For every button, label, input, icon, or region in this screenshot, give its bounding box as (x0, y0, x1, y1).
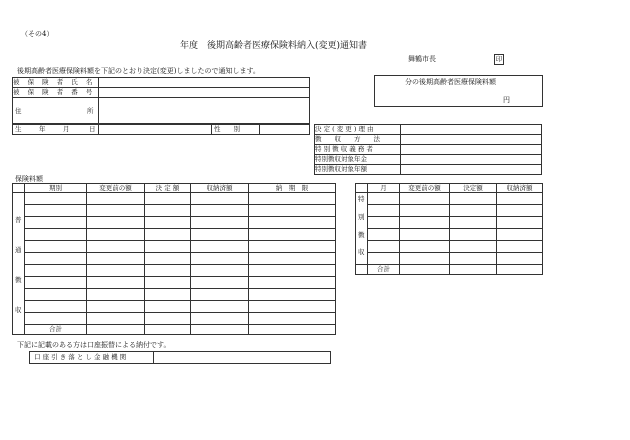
table-cell (450, 265, 497, 275)
address-label-2: 所 (87, 107, 94, 115)
form-number: （その4） (21, 30, 54, 38)
intro-text: 後期高齢者医療保険料額を下記のとおり決定(変更)しましたので通知します。 (17, 67, 260, 75)
ord-side-char-1: 普 (15, 216, 22, 224)
sp-side-char-1: 特 (358, 195, 365, 203)
pension-type-label: 特別徴収対象年金 (315, 155, 401, 165)
birth-label-month: 月 (63, 125, 70, 133)
table-cell (249, 265, 336, 277)
table-cell (450, 229, 497, 241)
table-cell (145, 277, 191, 289)
table-cell (191, 193, 249, 205)
sp-header-month: 月 (368, 184, 400, 193)
ord-side-header (13, 184, 25, 193)
premium-amount-label: 分の後期高齢者医療保険料額 (405, 78, 496, 86)
table-cell (87, 229, 145, 241)
table-cell (145, 229, 191, 241)
ordinary-collection-table (12, 183, 336, 335)
table-cell (191, 289, 249, 301)
premium-amount-box (374, 75, 543, 107)
decision-table (314, 124, 542, 175)
table-cell (25, 217, 87, 229)
table-cell (368, 217, 400, 229)
table-cell (249, 241, 336, 253)
table-cell (145, 217, 191, 229)
sp-side-char-3: 徴 (358, 231, 365, 239)
ord-side-char-2: 通 (15, 246, 22, 254)
table-cell (191, 253, 249, 265)
table-cell (249, 277, 336, 289)
bank-label: 口 座 引 き 落 と し 金 融 機 関 (30, 352, 154, 364)
pension-amount-field (401, 165, 542, 175)
sp-total-label: 合計 (368, 265, 400, 275)
table-cell (87, 277, 145, 289)
table-cell (25, 289, 87, 301)
table-cell (191, 325, 249, 335)
insured-table (12, 77, 310, 124)
table-cell (497, 265, 543, 275)
sp-header-before: 変更前の額 (400, 184, 450, 193)
table-cell (450, 217, 497, 229)
table-cell (368, 253, 400, 265)
table-cell (249, 313, 336, 325)
table-cell (25, 205, 87, 217)
table-cell (450, 253, 497, 265)
birth-label-year: 年 (39, 125, 46, 133)
collection-method-field (401, 135, 542, 145)
table-cell (87, 289, 145, 301)
table-cell (145, 253, 191, 265)
table-cell (191, 241, 249, 253)
ord-header-paid: 収納済額 (191, 184, 249, 193)
birth-sex-table (12, 124, 310, 135)
special-collection-table (355, 183, 543, 275)
sp-side-header (356, 184, 368, 193)
ord-header-due: 納 期 限 (249, 184, 336, 193)
table-cell (249, 253, 336, 265)
table-cell (145, 193, 191, 205)
table-cell (25, 193, 87, 205)
table-cell (368, 193, 400, 205)
table-cell (249, 289, 336, 301)
insured-number-field (99, 88, 310, 98)
bank-field (154, 352, 331, 364)
table-cell (249, 205, 336, 217)
table-cell (25, 277, 87, 289)
table-cell (249, 325, 336, 335)
table-cell (25, 265, 87, 277)
table-cell (87, 193, 145, 205)
table-cell (249, 193, 336, 205)
table-cell (400, 205, 450, 217)
table-cell (191, 229, 249, 241)
table-cell (368, 229, 400, 241)
table-cell (145, 289, 191, 301)
table-cell (400, 193, 450, 205)
birth-label-sei: 生 (15, 125, 22, 133)
table-cell (497, 205, 543, 217)
table-cell (400, 253, 450, 265)
table-cell (249, 229, 336, 241)
collection-method-label: 徴 収 方 法 (315, 135, 401, 145)
table-cell (25, 229, 87, 241)
special-collector-label: 特 別 徴 収 義 務 者 (315, 145, 401, 155)
table-cell (400, 217, 450, 229)
table-cell (368, 205, 400, 217)
table-cell (87, 301, 145, 313)
table-cell (191, 205, 249, 217)
table-cell (145, 301, 191, 313)
sp-header-paid: 収納済額 (497, 184, 543, 193)
table-cell (145, 265, 191, 277)
table-cell (191, 217, 249, 229)
insured-name-field (99, 78, 310, 88)
table-cell (25, 253, 87, 265)
bank-table (29, 351, 331, 364)
table-cell (450, 205, 497, 217)
sex-field (260, 125, 310, 135)
address-field (99, 98, 310, 124)
sp-side-char-2: 別 (358, 213, 365, 221)
bank-transfer-note: 下記に記載のある方は口座振替による納付です。 (17, 341, 171, 349)
table-cell (191, 277, 249, 289)
table-cell (87, 205, 145, 217)
ord-header-decided: 決 定 額 (145, 184, 191, 193)
ord-total-label: 合計 (25, 325, 87, 335)
table-cell (497, 193, 543, 205)
special-collector-field (401, 145, 542, 155)
table-cell (25, 301, 87, 313)
table-cell (87, 241, 145, 253)
table-cell (249, 217, 336, 229)
table-cell (145, 313, 191, 325)
table-cell (497, 241, 543, 253)
insured-name-label: 被 保 険 者 氏 名 (13, 78, 99, 88)
table-cell (87, 217, 145, 229)
mayor-label: 舞鶴市長 (408, 55, 436, 63)
sp-side-label (356, 193, 368, 265)
decision-reason-field (401, 125, 542, 135)
ord-side-char-3: 徴 (15, 276, 22, 284)
address-label-1: 住 (15, 107, 22, 115)
birth-date-label (13, 125, 99, 135)
insured-number-label: 被 保 険 者 番 号 (13, 88, 99, 98)
table-cell (191, 313, 249, 325)
sp-side-char-4: 収 (358, 248, 365, 256)
table-cell (497, 253, 543, 265)
birth-date-field (99, 125, 212, 135)
table-cell (497, 229, 543, 241)
ord-side-char-4: 収 (15, 306, 22, 314)
table-cell (145, 205, 191, 217)
birth-label-day: 日 (89, 125, 96, 133)
table-cell (400, 265, 450, 275)
table-cell (87, 253, 145, 265)
pension-type-field (401, 155, 542, 165)
table-cell (450, 193, 497, 205)
document-title: 年度 後期高齢者医療保険料納入(変更)通知書 (180, 41, 368, 51)
table-cell (450, 241, 497, 253)
table-cell (191, 301, 249, 313)
table-cell (249, 301, 336, 313)
table-cell (87, 265, 145, 277)
ord-side-label (13, 193, 25, 335)
table-cell (356, 265, 368, 275)
table-cell (145, 241, 191, 253)
table-cell (87, 325, 145, 335)
table-cell (25, 241, 87, 253)
premium-amount-unit: 円 (503, 96, 510, 104)
pension-amount-label: 特別徴収対象年額 (315, 165, 401, 175)
ord-header-before: 変更前の額 (87, 184, 145, 193)
table-cell (145, 325, 191, 335)
table-cell (191, 265, 249, 277)
premium-section-label: 保険料額 (15, 175, 43, 183)
table-cell (400, 229, 450, 241)
ord-header-period: 期別 (25, 184, 87, 193)
sex-label: 性 別 (212, 125, 260, 135)
table-cell (25, 313, 87, 325)
sp-header-decided: 決定額 (450, 184, 497, 193)
table-cell (87, 313, 145, 325)
address-label (13, 98, 99, 124)
table-cell (400, 241, 450, 253)
table-cell (497, 217, 543, 229)
seal-mark: 印 (495, 55, 503, 63)
decision-reason-label: 決 定 ( 変 更 ) 理 由 (315, 125, 401, 135)
table-cell (368, 241, 400, 253)
